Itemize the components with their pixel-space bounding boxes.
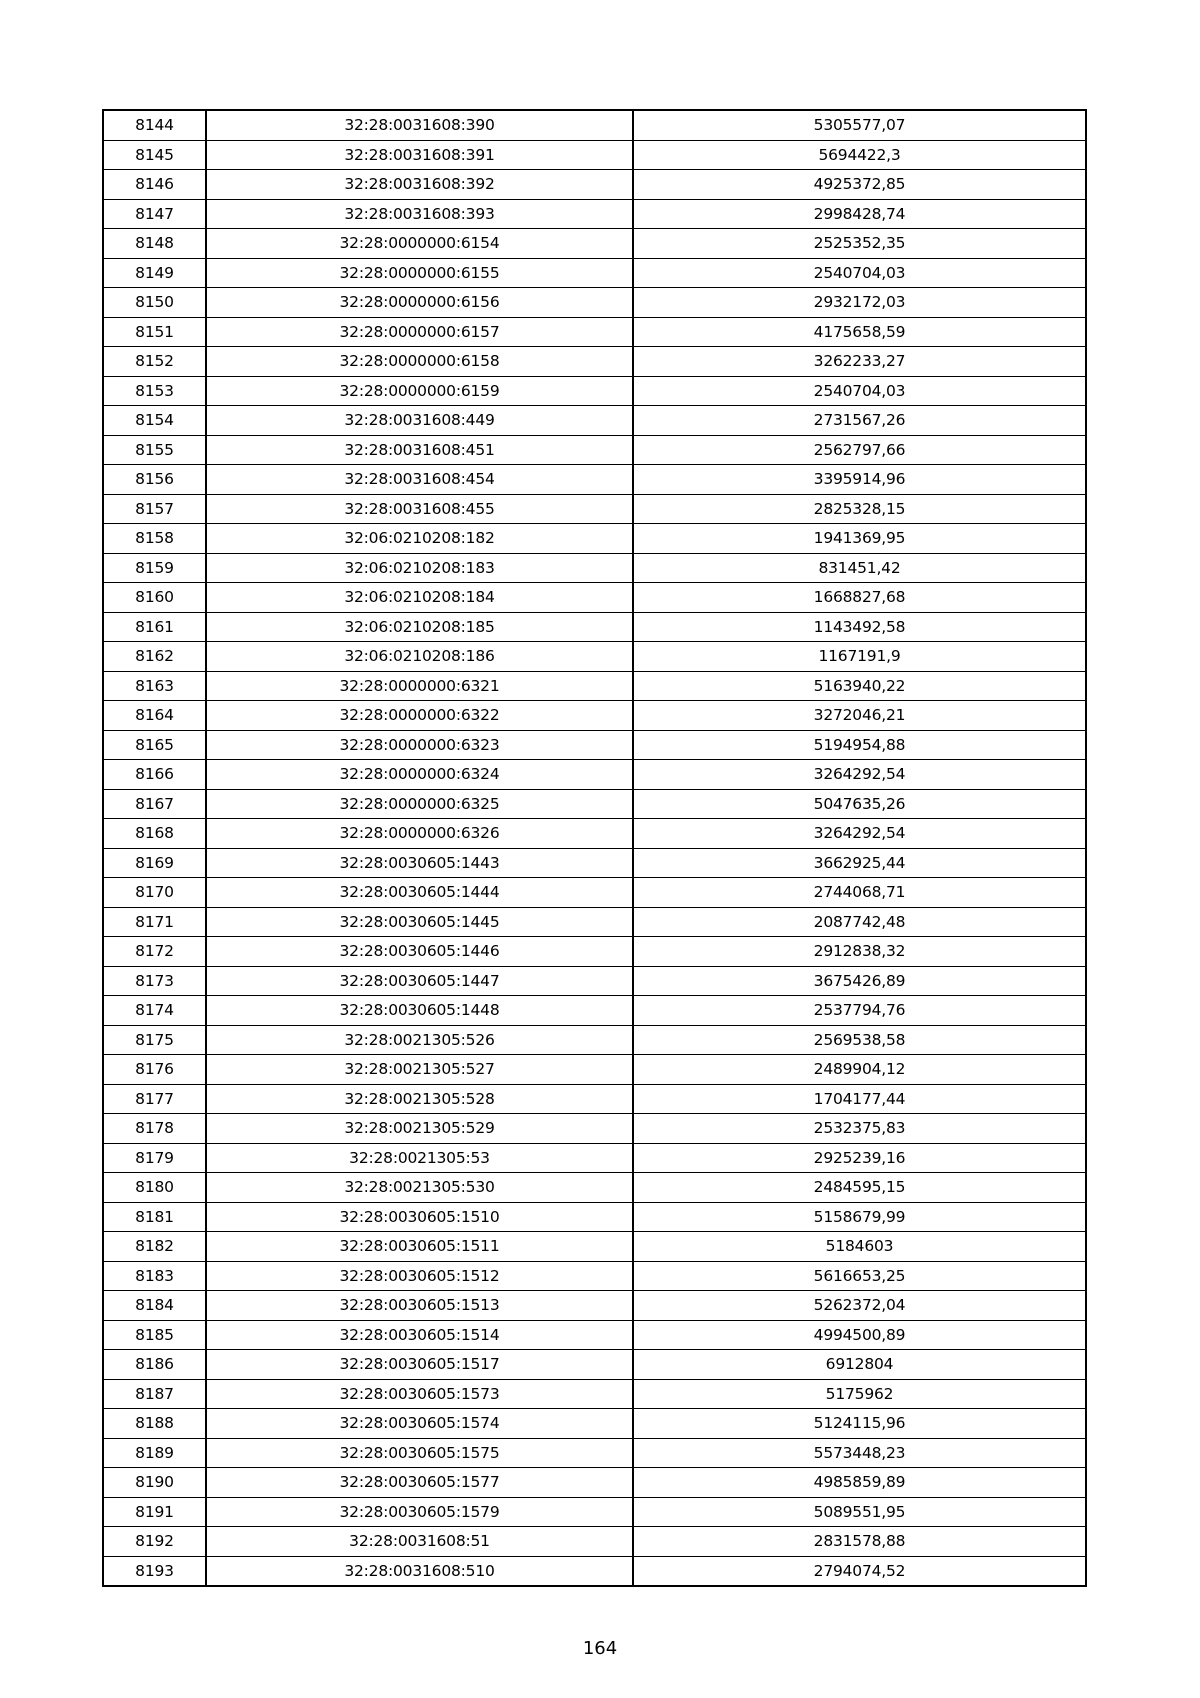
cadastral-value-cell: 5184603	[633, 1232, 1086, 1262]
table-row	[103, 1497, 1086, 1527]
cadastral-number-cell: 32:28:0000000:6323	[206, 730, 633, 760]
table-row	[103, 907, 1086, 937]
table-row	[103, 966, 1086, 996]
row-number-cell: 8156	[103, 465, 206, 495]
cadastral-number-cell: 32:28:0000000:6322	[206, 701, 633, 731]
table-row	[103, 701, 1086, 731]
row-number-cell: 8189	[103, 1438, 206, 1468]
table-row	[103, 376, 1086, 406]
cadastral-value-cell: 3272046,21	[633, 701, 1086, 731]
row-number-cell: 8190	[103, 1468, 206, 1498]
cadastral-number-cell: 32:28:0030605:1512	[206, 1261, 633, 1291]
cadastral-value-cell: 1143492,58	[633, 612, 1086, 642]
row-number-cell: 8144	[103, 110, 206, 140]
row-number-cell: 8191	[103, 1497, 206, 1527]
row-number-cell: 8171	[103, 907, 206, 937]
table-row	[103, 848, 1086, 878]
cadastral-number-cell: 32:28:0000000:6325	[206, 789, 633, 819]
cadastral-number-cell: 32:28:0021305:526	[206, 1025, 633, 1055]
cadastral-number-cell: 32:28:0030605:1447	[206, 966, 633, 996]
cadastral-value-cell: 831451,42	[633, 553, 1086, 583]
cadastral-value-cell: 5573448,23	[633, 1438, 1086, 1468]
cadastral-number-cell: 32:28:0031608:451	[206, 435, 633, 465]
row-number-cell: 8153	[103, 376, 206, 406]
cadastral-value-cell: 2925239,16	[633, 1143, 1086, 1173]
cadastral-number-cell: 32:28:0021305:529	[206, 1114, 633, 1144]
cadastral-number-cell: 32:28:0000000:6154	[206, 229, 633, 259]
cadastral-number-cell: 32:28:0031608:449	[206, 406, 633, 436]
table-row	[103, 1173, 1086, 1203]
row-number-cell: 8148	[103, 229, 206, 259]
table-row	[103, 1556, 1086, 1586]
table-row	[103, 288, 1086, 318]
row-number-cell: 8192	[103, 1527, 206, 1557]
table-row	[103, 760, 1086, 790]
row-number-cell: 8183	[103, 1261, 206, 1291]
cadastral-number-cell: 32:28:0030605:1446	[206, 937, 633, 967]
cadastral-number-cell: 32:28:0000000:6158	[206, 347, 633, 377]
row-number-cell: 8167	[103, 789, 206, 819]
cadastral-value-cell: 4925372,85	[633, 170, 1086, 200]
cadastral-number-cell: 32:28:0000000:6156	[206, 288, 633, 318]
table-row	[103, 789, 1086, 819]
cadastral-value-cell: 2744068,71	[633, 878, 1086, 908]
row-number-cell: 8165	[103, 730, 206, 760]
cadastral-number-cell: 32:28:0021305:527	[206, 1055, 633, 1085]
row-number-cell: 8161	[103, 612, 206, 642]
cadastral-number-cell: 32:28:0031608:454	[206, 465, 633, 495]
table-row	[103, 1468, 1086, 1498]
cadastral-value-cell: 4985859,89	[633, 1468, 1086, 1498]
cadastral-number-cell: 32:06:0210208:184	[206, 583, 633, 613]
cadastral-number-cell: 32:28:0030605:1573	[206, 1379, 633, 1409]
table-row	[103, 1143, 1086, 1173]
row-number-cell: 8145	[103, 140, 206, 170]
row-number-cell: 8170	[103, 878, 206, 908]
row-number-cell: 8159	[103, 553, 206, 583]
cadastral-number-cell: 32:28:0030605:1514	[206, 1320, 633, 1350]
cadastral-value-cell: 3675426,89	[633, 966, 1086, 996]
cadastral-number-cell: 32:28:0000000:6321	[206, 671, 633, 701]
cadastral-number-cell: 32:28:0031608:391	[206, 140, 633, 170]
row-number-cell: 8175	[103, 1025, 206, 1055]
cadastral-value-cell: 2569538,58	[633, 1025, 1086, 1055]
cadastral-value-cell: 5616653,25	[633, 1261, 1086, 1291]
table-row	[103, 1409, 1086, 1439]
row-number-cell: 8169	[103, 848, 206, 878]
row-number-cell: 8187	[103, 1379, 206, 1409]
cadastral-value-cell: 1704177,44	[633, 1084, 1086, 1114]
table-row	[103, 110, 1086, 140]
cadastral-value-cell: 2532375,83	[633, 1114, 1086, 1144]
cadastral-number-cell: 32:28:0030605:1513	[206, 1291, 633, 1321]
row-number-cell: 8168	[103, 819, 206, 849]
cadastral-number-cell: 32:28:0030605:1445	[206, 907, 633, 937]
cadastral-value-cell: 5047635,26	[633, 789, 1086, 819]
cadastral-number-cell: 32:28:0021305:530	[206, 1173, 633, 1203]
cadastral-number-cell: 32:28:0031608:455	[206, 494, 633, 524]
cadastral-value-cell: 1941369,95	[633, 524, 1086, 554]
table-row	[103, 524, 1086, 554]
row-number-cell: 8164	[103, 701, 206, 731]
cadastral-number-cell: 32:28:0030605:1574	[206, 1409, 633, 1439]
cadastral-value-cell: 1668827,68	[633, 583, 1086, 613]
row-number-cell: 8178	[103, 1114, 206, 1144]
cadastral-value-cell: 2912838,32	[633, 937, 1086, 967]
table-row	[103, 996, 1086, 1026]
cadastral-number-cell: 32:28:0000000:6159	[206, 376, 633, 406]
cadastral-number-cell: 32:06:0210208:183	[206, 553, 633, 583]
cadastral-value-cell: 3262233,27	[633, 347, 1086, 377]
row-number-cell: 8149	[103, 258, 206, 288]
row-number-cell: 8173	[103, 966, 206, 996]
row-number-cell: 8151	[103, 317, 206, 347]
row-number-cell: 8150	[103, 288, 206, 318]
cadastral-number-cell: 32:28:0031608:390	[206, 110, 633, 140]
row-number-cell: 8155	[103, 435, 206, 465]
cadastral-number-cell: 32:28:0030605:1575	[206, 1438, 633, 1468]
table-row	[103, 937, 1086, 967]
cadastral-value-cell: 2825328,15	[633, 494, 1086, 524]
table-row	[103, 347, 1086, 377]
table-row	[103, 553, 1086, 583]
table-row	[103, 1379, 1086, 1409]
row-number-cell: 8180	[103, 1173, 206, 1203]
cadastral-value-cell: 4994500,89	[633, 1320, 1086, 1350]
cadastral-number-cell: 32:28:0000000:6326	[206, 819, 633, 849]
cadastral-value-cell: 4175658,59	[633, 317, 1086, 347]
row-number-cell: 8158	[103, 524, 206, 554]
table-row	[103, 642, 1086, 672]
cadastral-value-cell: 2562797,66	[633, 435, 1086, 465]
cadastral-value-cell: 2831578,88	[633, 1527, 1086, 1557]
row-number-cell: 8172	[103, 937, 206, 967]
cadastral-value-cell: 2540704,03	[633, 376, 1086, 406]
cadastral-value-cell: 2489904,12	[633, 1055, 1086, 1085]
row-number-cell: 8163	[103, 671, 206, 701]
cadastral-value-cell: 3264292,54	[633, 760, 1086, 790]
table-row	[103, 494, 1086, 524]
table-row	[103, 317, 1086, 347]
cadastral-number-cell: 32:28:0030605:1448	[206, 996, 633, 1026]
row-number-cell: 8185	[103, 1320, 206, 1350]
cadastral-value-cell: 5163940,22	[633, 671, 1086, 701]
cadastral-value-cell: 5175962	[633, 1379, 1086, 1409]
cadastral-number-cell: 32:28:0031608:393	[206, 199, 633, 229]
cadastral-value-cell: 2794074,52	[633, 1556, 1086, 1586]
table-row	[103, 1084, 1086, 1114]
cadastral-number-cell: 32:28:0030605:1443	[206, 848, 633, 878]
cadastral-value-cell: 2932172,03	[633, 288, 1086, 318]
cadastral-number-cell: 32:28:0030605:1510	[206, 1202, 633, 1232]
table-row	[103, 730, 1086, 760]
row-number-cell: 8181	[103, 1202, 206, 1232]
page-number: 164	[582, 1638, 618, 1659]
cadastral-value-table	[102, 109, 1087, 1587]
table-row	[103, 229, 1086, 259]
table-row	[103, 1232, 1086, 1262]
row-number-cell: 8184	[103, 1291, 206, 1321]
table-row	[103, 1202, 1086, 1232]
cadastral-number-cell: 32:28:0030605:1444	[206, 878, 633, 908]
cadastral-value-cell: 5305577,07	[633, 110, 1086, 140]
cadastral-number-cell: 32:28:0021305:53	[206, 1143, 633, 1173]
cadastral-value-cell: 2087742,48	[633, 907, 1086, 937]
cadastral-value-cell: 5158679,99	[633, 1202, 1086, 1232]
cadastral-value-cell: 2525352,35	[633, 229, 1086, 259]
cadastral-number-cell: 32:06:0210208:186	[206, 642, 633, 672]
cadastral-value-cell: 5089551,95	[633, 1497, 1086, 1527]
cadastral-number-cell: 32:28:0030605:1579	[206, 1497, 633, 1527]
row-number-cell: 8162	[103, 642, 206, 672]
row-number-cell: 8179	[103, 1143, 206, 1173]
cadastral-number-cell: 32:06:0210208:182	[206, 524, 633, 554]
table-row	[103, 878, 1086, 908]
table-row	[103, 1291, 1086, 1321]
cadastral-value-cell: 5124115,96	[633, 1409, 1086, 1439]
table-row	[103, 1438, 1086, 1468]
table-row	[103, 1350, 1086, 1380]
cadastral-value-cell: 5194954,88	[633, 730, 1086, 760]
row-number-cell: 8157	[103, 494, 206, 524]
table-row	[103, 406, 1086, 436]
table-row	[103, 465, 1086, 495]
cadastral-value-cell: 2540704,03	[633, 258, 1086, 288]
table-row	[103, 1055, 1086, 1085]
cadastral-number-cell: 32:28:0030605:1511	[206, 1232, 633, 1262]
table-row	[103, 1261, 1086, 1291]
cadastral-number-cell: 32:28:0031608:51	[206, 1527, 633, 1557]
cadastral-number-cell: 32:28:0030605:1517	[206, 1350, 633, 1380]
row-number-cell: 8174	[103, 996, 206, 1026]
cadastral-number-cell: 32:28:0030605:1577	[206, 1468, 633, 1498]
cadastral-value-cell: 5262372,04	[633, 1291, 1086, 1321]
cadastral-value-cell: 6912804	[633, 1350, 1086, 1380]
cadastral-number-cell: 32:28:0031608:392	[206, 170, 633, 200]
row-number-cell: 8147	[103, 199, 206, 229]
table-row	[103, 819, 1086, 849]
table-row	[103, 671, 1086, 701]
cadastral-number-cell: 32:06:0210208:185	[206, 612, 633, 642]
cadastral-number-cell: 32:28:0000000:6155	[206, 258, 633, 288]
cadastral-number-cell: 32:28:0000000:6324	[206, 760, 633, 790]
cadastral-value-cell: 2998428,74	[633, 199, 1086, 229]
cadastral-number-cell: 32:28:0000000:6157	[206, 317, 633, 347]
table-body	[103, 110, 1086, 1586]
row-number-cell: 8188	[103, 1409, 206, 1439]
table-row	[103, 199, 1086, 229]
row-number-cell: 8152	[103, 347, 206, 377]
table-row	[103, 612, 1086, 642]
row-number-cell: 8166	[103, 760, 206, 790]
cadastral-value-cell: 3662925,44	[633, 848, 1086, 878]
row-number-cell: 8146	[103, 170, 206, 200]
table-row	[103, 258, 1086, 288]
row-number-cell: 8176	[103, 1055, 206, 1085]
row-number-cell: 8182	[103, 1232, 206, 1262]
cadastral-value-cell: 2537794,76	[633, 996, 1086, 1026]
row-number-cell: 8193	[103, 1556, 206, 1586]
table-row	[103, 1114, 1086, 1144]
cadastral-number-cell: 32:28:0021305:528	[206, 1084, 633, 1114]
table-row	[103, 435, 1086, 465]
cadastral-value-cell: 2731567,26	[633, 406, 1086, 436]
cadastral-value-cell: 5694422,3	[633, 140, 1086, 170]
cadastral-value-cell: 3395914,96	[633, 465, 1086, 495]
row-number-cell: 8186	[103, 1350, 206, 1380]
cadastral-value-cell: 1167191,9	[633, 642, 1086, 672]
table-row	[103, 140, 1086, 170]
table-row	[103, 170, 1086, 200]
table-row	[103, 1025, 1086, 1055]
row-number-cell: 8160	[103, 583, 206, 613]
row-number-cell: 8177	[103, 1084, 206, 1114]
row-number-cell: 8154	[103, 406, 206, 436]
table-row	[103, 583, 1086, 613]
cadastral-number-cell: 32:28:0031608:510	[206, 1556, 633, 1586]
cadastral-value-cell: 3264292,54	[633, 819, 1086, 849]
table-row	[103, 1320, 1086, 1350]
table-row	[103, 1527, 1086, 1557]
cadastral-value-cell: 2484595,15	[633, 1173, 1086, 1203]
